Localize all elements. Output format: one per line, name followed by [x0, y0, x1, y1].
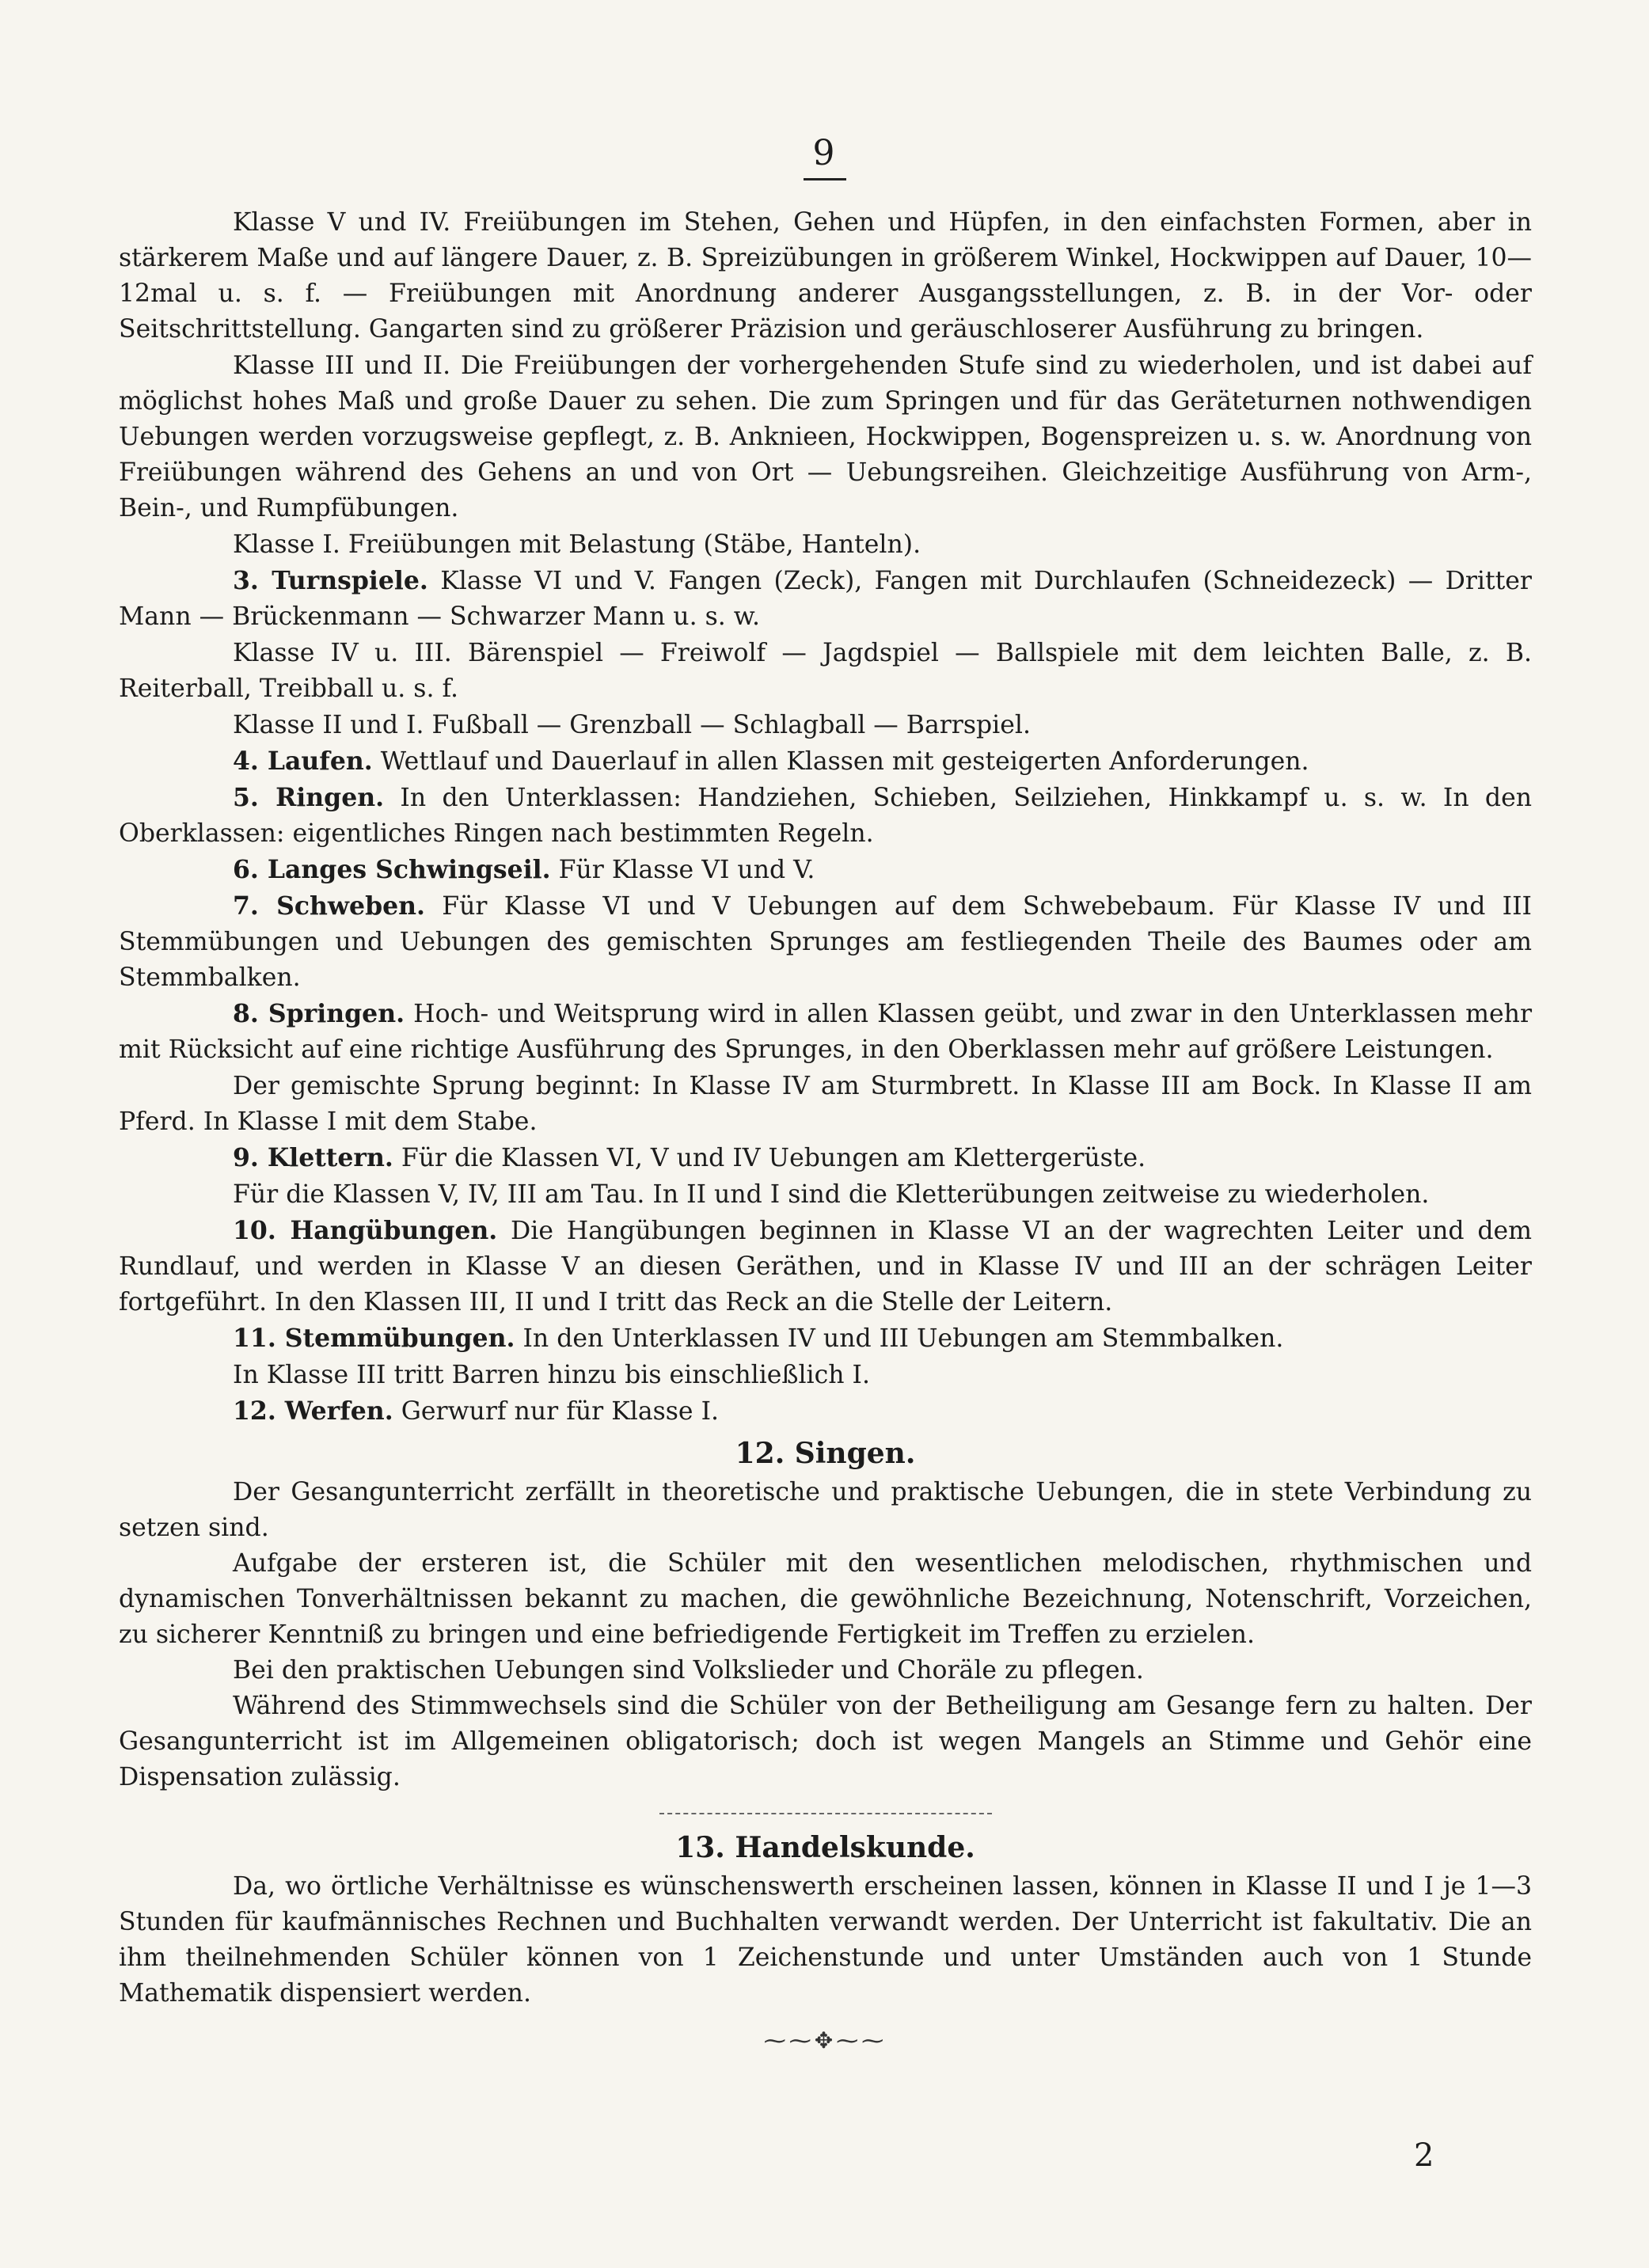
paragraph: 9. Klettern. Für die Klassen VI, V und IV Uebungen am Klettergerüste. [233, 1143, 1146, 1172]
subheading: 3. Turnspiele. [233, 566, 428, 595]
subheading: 8. Springen. [233, 999, 405, 1028]
paragraph: In Klasse III tritt Barren hinzu bis einschließlich I. [233, 1361, 871, 1389]
section-heading-commerce: 13. Handelskunde. [675, 1831, 975, 1864]
end-ornament: ⁓⁓✥⁓⁓ [763, 2027, 887, 2053]
paragraph: Klasse II und I. Fußball — Grenzball — Schlagball — Barrspiel. [233, 711, 1031, 739]
paragraph: Klasse IV u. III. Bärenspiel — Freiwolf — Jagdspiel — Ballspiele mit dem leichten Balle, z. B. Reiterball, Treibball u. s. f. [119, 639, 1532, 703]
subheading: 4. Laufen. [233, 747, 373, 776]
paragraph: 8. Springen. Hoch- und Weitsprung wird in allen Klassen geübt, und zwar in den Unterklassen mehr mit Rücksicht auf eine richtige Ausführung des Sprunges, in den Oberklassen mehr auf größere Leistungen. [119, 999, 1533, 1064]
paragraph: 11. Stemmübungen. In den Unterklassen IV und III Uebungen am Stemmbalken. [233, 1324, 1284, 1353]
paragraph: Da, wo örtliche Verhältnisse es wünschenswerth erscheinen lassen, können in Klasse II und I je 1—3 Stunden für kaufmännisches Rechnen und Buchhalten verwandt werden. Der Unterricht ist fakultativ. Die an ihm theilnehmenden Schüler können von 1 Zeichenstunde und unter Umständen auch von 1 Stunde Mathematik dispensiert werden. [119, 1872, 1532, 2008]
section-divider [659, 1813, 992, 1814]
signature-mark: 2 [1414, 2137, 1434, 2174]
subheading: 6. Langes Schwingseil. [233, 855, 551, 884]
subheading: 11. Stemmübungen. [233, 1324, 515, 1353]
paragraph: Für die Klassen V, IV, III am Tau. In II und I sind die Kletterübungen zeitweise zu wiederholen. [233, 1180, 1430, 1209]
page-number: 9 [0, 133, 1649, 173]
paragraph: 10. Hangübungen. Die Hangübungen beginnen in Klasse VI an der wagrechten Leiter und dem Rundlauf, und werden in Klasse V an diesen Geräthen, und in Klasse IV und III an der schrägen Leiter fortgeführt. In den Klassen III, II und I tritt das Reck an die Stelle der Leitern. [119, 1216, 1532, 1316]
body-text [119, 204, 1532, 2058]
paragraph: Der gemischte Sprung beginnt: In Klasse IV am Sturmbrett. In Klasse III am Bock. In Klasse II am Pferd. In Klasse I mit dem Stabe. [119, 1072, 1532, 1136]
subheading: 9. Klettern. [233, 1143, 393, 1172]
paragraph: Klasse V und IV. Freiübungen im Stehen, Gehen und Hüpfen, in den einfachsten Formen, aber in stärkerem Maße und auf längere Dauer, z. B. Spreizübungen in größerem Winkel, Hockwippen auf Dauer, 10—12mal u. s. f. — Freiübungen mit Anordnung anderer Ausgangsstellungen, z. B. in der Vor- oder Seitschrittstellung. Gangarten sind zu größerer Präzision und geräuschloserer Ausführung zu bringen. [119, 208, 1532, 344]
subheading: 10. Hangübungen. [233, 1216, 498, 1245]
subheading: 5. Ringen. [233, 783, 385, 812]
paragraph: Bei den praktischen Uebungen sind Volkslieder und Choräle zu pflegen. [233, 1656, 1144, 1685]
paragraph: Der Gesangunterricht zerfällt in theoretische und praktische Uebungen, die in stete Verbindung zu setzen sind. [119, 1478, 1532, 1542]
paragraph: 12. Werfen. Gerwurf nur für Klasse I. [233, 1396, 720, 1426]
paragraph: 5. Ringen. In den Unterklassen: Handziehen, Schieben, Seilziehen, Hinkkampf u. s. w. In den Oberklassen: eigentliches Ringen nach bestimmten Regeln. [119, 783, 1532, 848]
subheading: 7. Schweben. [233, 891, 426, 921]
paragraph: 7. Schweben. Für Klasse VI und V Uebungen auf dem Schwebebaum. Für Klasse IV und III Stemmübungen und Uebungen des gemischten Sprunges am festliegenden Theile des Baumes oder am Stemmbalken. [119, 891, 1532, 992]
paragraph: Während des Stimmwechsels sind die Schüler von der Betheiligung am Gesange fern zu halten. Der Gesangunterricht ist im Allgemeinen obligatorisch; doch ist wegen Mangels an Stimme und Gehör eine Dispensation zulässig. [119, 1692, 1532, 1791]
section-heading-singing: 12. Singen. [735, 1437, 916, 1470]
paragraph: Aufgabe der ersteren ist, die Schüler mit den wesentlichen melodischen, rhythmischen und dynamischen Tonverhältnissen bekannt zu machen, die gewöhnliche Bezeichnung, Notenschrift, Vorzeichen, zu sicherer Kenntniß zu bringen und eine befriedigende Fertigkeit im Treffen zu erzielen. [119, 1549, 1532, 1649]
paragraph: 3. Turnspiele. Klasse VI und V. Fangen (Zeck), Fangen mit Durchlaufen (Schneidezeck) — Dritter Mann — Brückenmann — Schwarzer Mann u. s. w. [119, 566, 1532, 631]
paragraph: 4. Laufen. Wettlauf und Dauerlauf in allen Klassen mit gesteigerten Anforderungen. [233, 747, 1309, 776]
paragraph: Klasse III und II. Die Freiübungen der vorhergehenden Stufe sind zu wiederholen, und ist dabei auf möglichst hohes Maß und große Dauer zu sehen. Die zum Springen und für das Geräteturnen nothwendigen Uebungen werden vorzugsweise gepflegt, z. B. Anknieen, Hockwippen, Bogenspreizen u. s. w. Anordnung von Freiübungen während des Gehens an und von Ort — Uebungsreihen. Gleichzeitige Ausführung von Arm-, Bein-, und Rumpfübungen. [119, 351, 1532, 522]
subheading: 12. Werfen. [233, 1396, 393, 1426]
paragraph: Klasse I. Freiübungen mit Belastung (Stäbe, Hanteln). [233, 530, 921, 559]
paragraph: 6. Langes Schwingseil. Für Klasse VI und V. [233, 855, 815, 884]
